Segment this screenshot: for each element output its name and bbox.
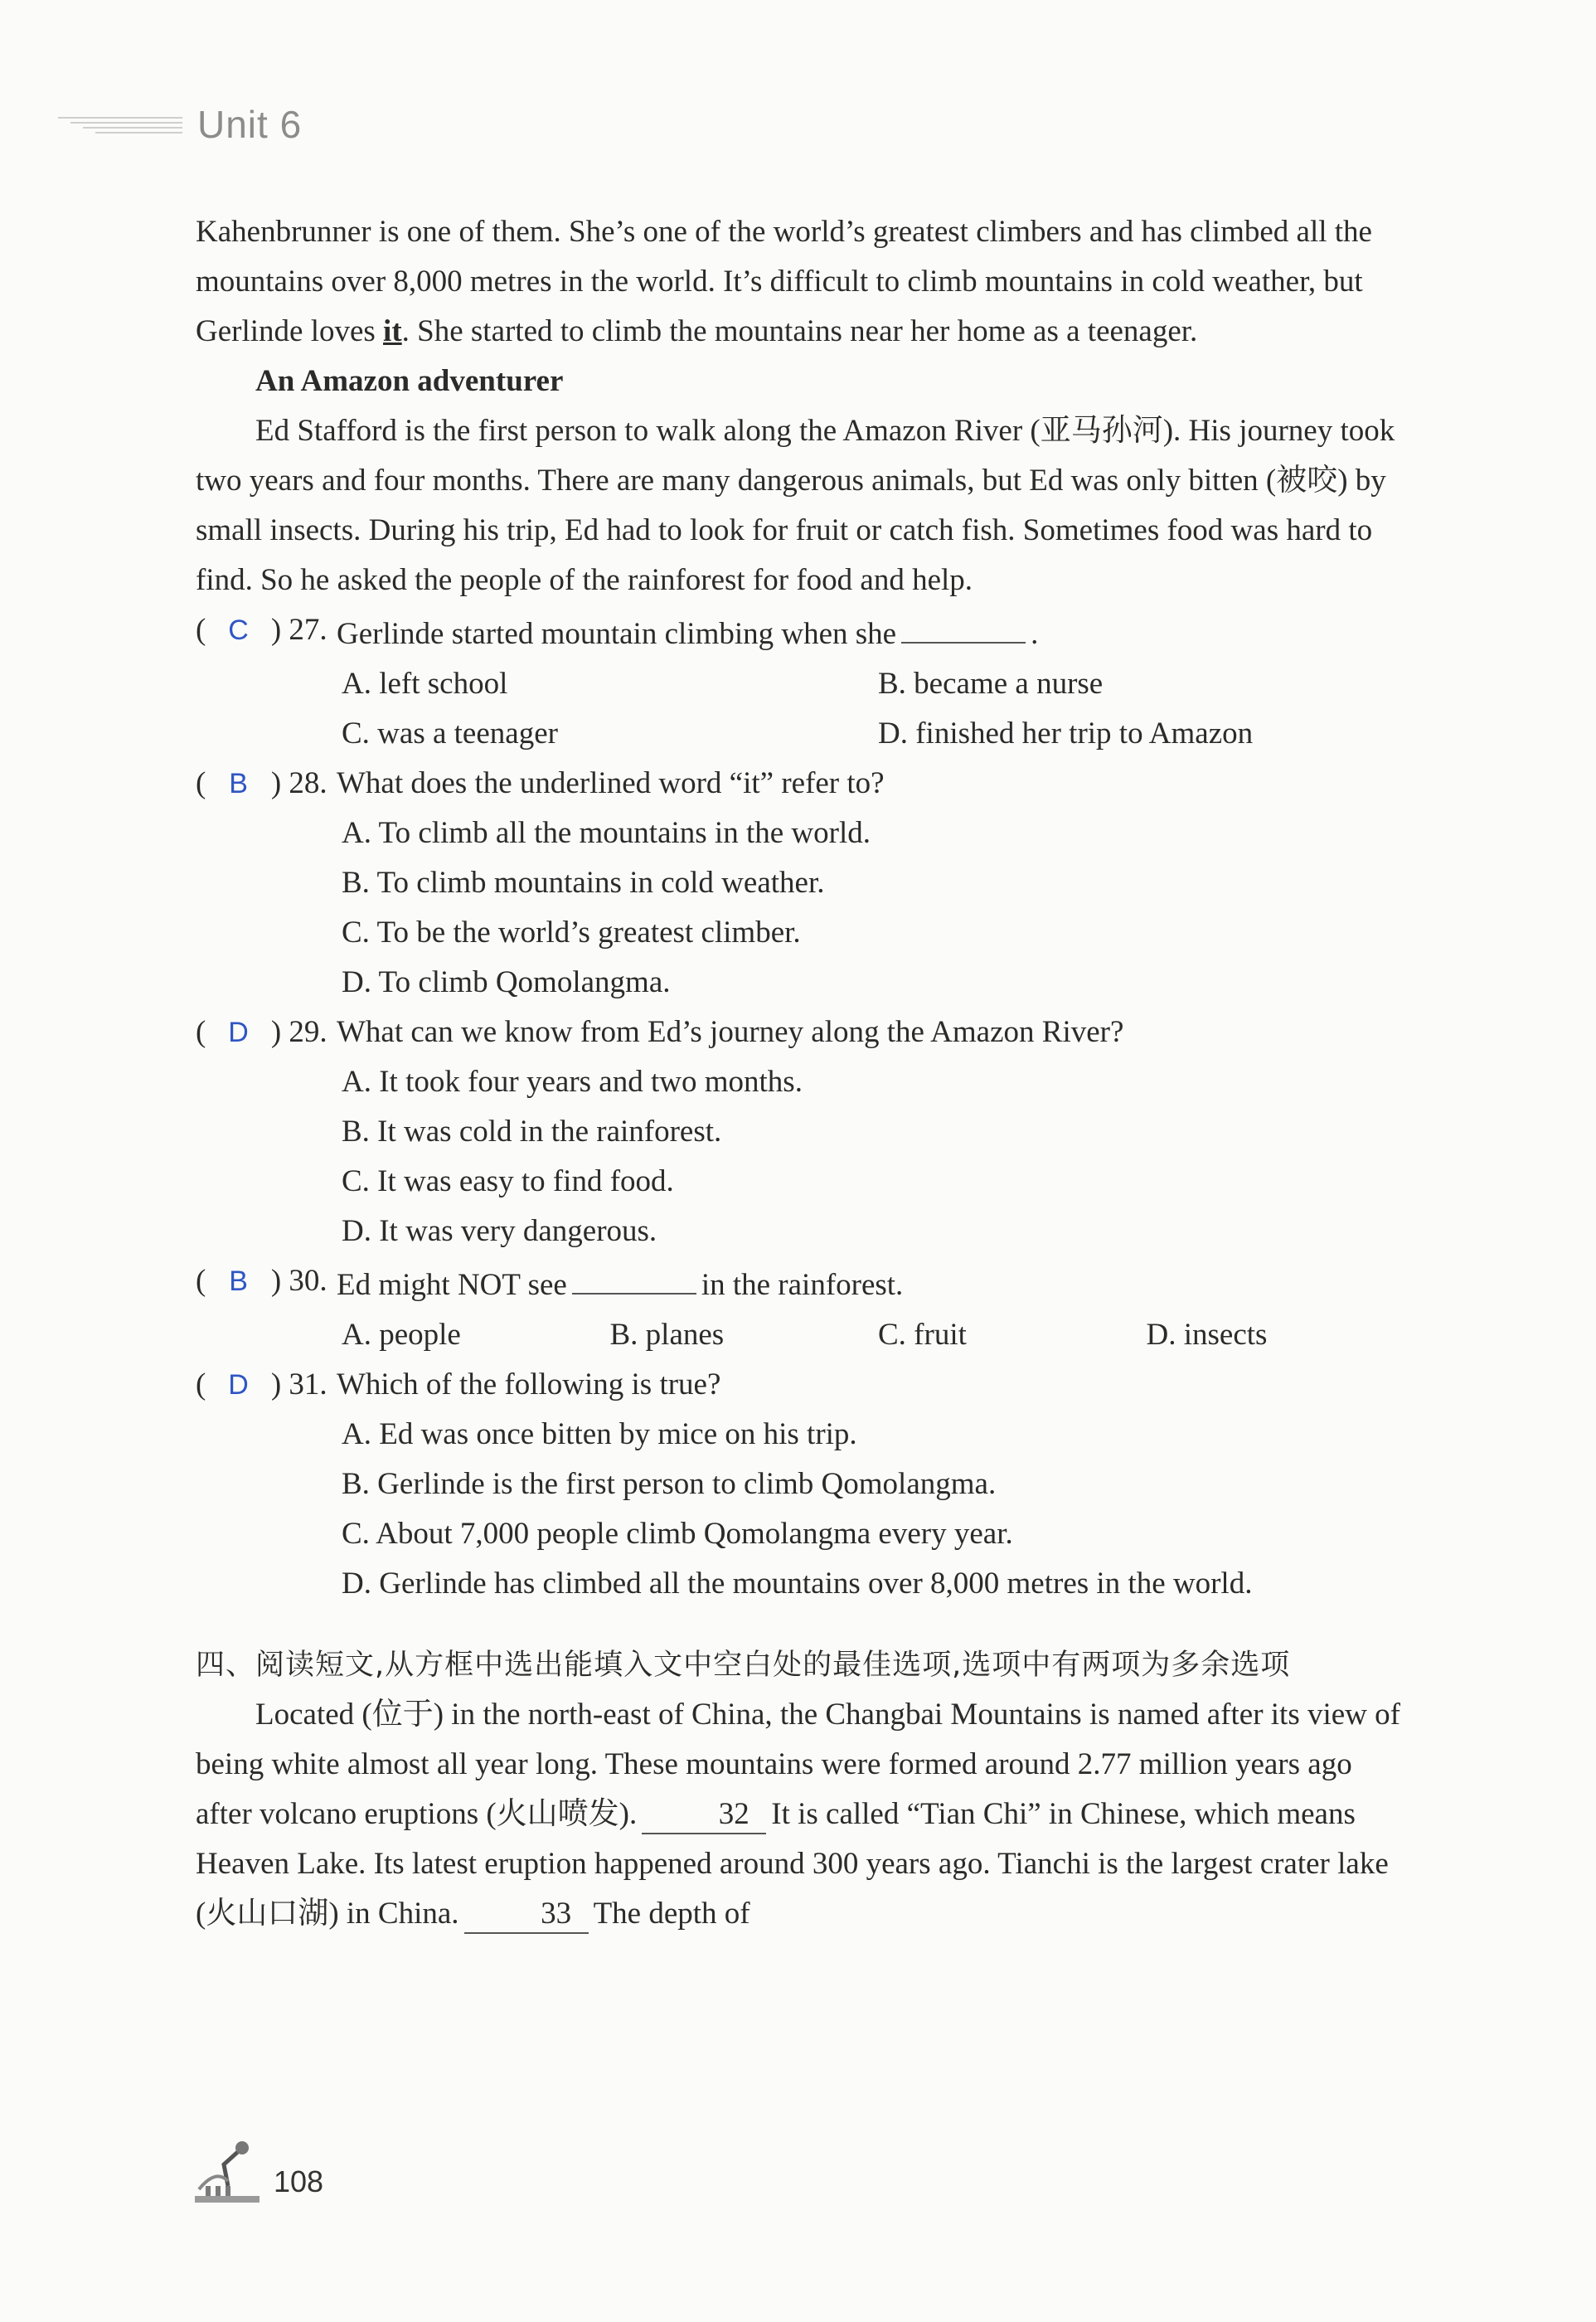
option-c: C. To be the world’s greatest climber. [342,916,801,950]
options-row [196,1310,1414,1360]
option-a: A. people [342,1318,461,1352]
passage-paragraph-1 [196,207,1414,357]
unit-title: Unit 6 [197,103,303,146]
question-29: ( D ) 29. What can we know from Ed’s journey along the Amazon River? [196,1008,1414,1057]
answer-mark: C [228,615,249,646]
page-header [58,100,302,149]
question-27: ( C ) 27. Gerlinde started mountain climbing when she . [196,605,1414,659]
question-31: ( D ) 31. Which of the following is true? [196,1360,1414,1410]
answer-blank [572,1256,696,1295]
blank-33: 33 [464,1896,589,1934]
option-a: A. left school [342,667,508,701]
option-d: D. To climb Qomolangma. [342,965,671,999]
answer-mark: B [229,768,248,799]
options-row [196,659,1414,709]
option-c: C. fruit [878,1318,967,1352]
option-b: B. It was cold in the rainforest. [342,1115,722,1149]
answer-blank [901,605,1026,644]
option-b: B. To climb mountains in cold weather. [342,866,825,900]
option-d: D. insects [1146,1318,1268,1352]
question-stem: Which of the following is true? [337,1367,721,1401]
options-row [196,709,1414,759]
passage-text: Kahenbrunner is one of them. She’s one of the world’s greatest climbers and has climbed all the mountains over 8,000 metres in the world. It’s difficult to climb mountains in cold weather, but Gerlinde loves [196,215,1372,348]
page-footer [191,2140,323,2206]
question-number: 29. [289,1015,327,1049]
question-30: ( B ) 30. Ed might NOT see in the rainforest. [196,1256,1414,1310]
option-b: B. became a nurse [878,667,1104,701]
passage-paragraph-2: Ed Stafford is the first person to walk along the Amazon River (亚马孙河). His journey took two years and four months. There are many dangerous animals, but Ed was only bitten (被咬) by small insects. During his trip, Ed had to look for fruit or catch fish. Sometimes food was hard to find. So he asked the people of the rainforest for food and help. [196,414,1395,597]
passage-text: . She started to climb the mountains near her home as a teenager. [401,314,1198,348]
question-number: 28. [289,766,327,800]
option-a: A. To climb all the mountains in the world. [342,816,871,850]
option-b: B. planes [609,1318,725,1352]
option-a: A. It took four years and two months. [342,1065,803,1099]
section-heading: An Amazon adventurer [255,364,564,398]
question-number: 30. [289,1264,327,1298]
option-a: A. Ed was once bitten by mice on his trip. [342,1417,857,1451]
header-decoration-icon [58,114,182,135]
question-28: ( B ) 28. What does the underlined word “it” refer to? [196,759,1414,809]
option-d: D. finished her trip to Amazon [878,717,1254,751]
lamp-mascot-icon [191,2140,265,2206]
option-c: C. It was easy to find food. [342,1164,674,1198]
option-c: C. About 7,000 people climb Qomolangma every year. [342,1517,1013,1551]
question-number: 31. [289,1367,327,1401]
question-number: 27. [289,613,327,647]
section-4-title: 四、阅读短文,从方框中选出能填入文中空白处的最佳选项,选项中有两项为多余选项 [196,1649,1291,1682]
page-content [196,207,1414,1939]
option-c: C. was a teenager [342,717,558,751]
underlined-word: it [383,314,402,348]
question-stem: Ed might NOT see in the rainforest. [337,1256,903,1310]
option-d: D. Gerlinde has climbed all the mountains over 8,000 metres in the world. [342,1567,1253,1601]
question-stem: Gerlinde started mountain climbing when she . [337,605,1038,659]
question-stem: What can we know from Ed’s journey along the Amazon River? [337,1015,1124,1049]
option-d: D. It was very dangerous. [342,1214,657,1248]
section-4-passage: Located (位于) in the north-east of China, the Changbai Mountains is named after its view of being white almost all year long. These mountains were formed around 2.77 million years ago after volcano eruptions (火山喷发). 32 It is called “Tian Chi” in Chinese, which means Heaven Lake. Its latest eruption happened around 300 years ago. Tianchi is the largest crater lake (火山口湖) in China. 33 The depth of [196,1690,1414,1939]
answer-mark: D [228,1369,249,1401]
page-number: 108 [274,2164,324,2198]
question-stem: What does the underlined word “it” refer to? [337,766,885,800]
blank-32: 32 [642,1796,766,1834]
answer-mark: B [229,1265,248,1297]
answer-mark: D [228,1017,249,1048]
option-b: B. Gerlinde is the first person to climb Qomolangma. [342,1467,997,1501]
